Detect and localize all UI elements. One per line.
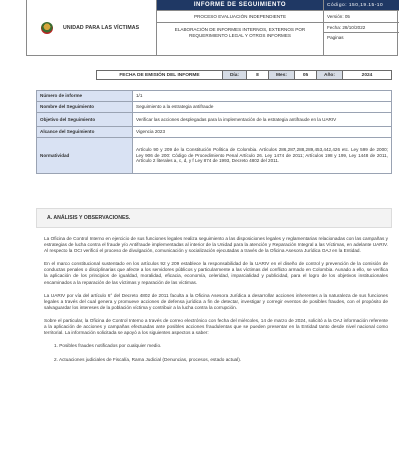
paragraph: Sobre el particular, la Oficina de Control Interno a través de correo electrónico con fecha del miércoles, 14 de marzo de 2024, solicitó a la OAJ información referente a la aplicación de acciones y campañas efectuadas ante posibles acciones fraudulentas que se pueden presentar en la Entidad tanto desde nivel nacional como territorial. La información solicitada se apoyó a los siguientes aspectos a saber:: [44, 317, 388, 336]
issue-date-label: FECHA DE EMISIÓN DEL INFORME: [97, 71, 223, 79]
doc-date: Fecha: 28/10/2022: [324, 22, 399, 32]
paragraph: La UARIV por vía del artículo 6° del Decreto 4802 de 2011 faculta a la Oficina Asesora Jurídica a desarrollar acciones inherentes a la naturaleza de sus funciones legales a través del cual genera y promueve acciones de defensa jurídica a fin de detectar, investigar y corregir eventos de posibles fraudes, con el propósito de salvaguardar los intereses de la población víctima y contribuir a la lucha contra la corrupción.: [44, 292, 388, 310]
process-name: PROCESO EVALUACIÓN INDEPENDIENTE: [157, 10, 323, 22]
month-label: Mes:: [269, 71, 295, 79]
document-body: [44, 236, 388, 371]
report-type-band: INFORME DE SEGUIMIENTO: [157, 0, 323, 10]
list-item: 2. Actuaciones judiciales de Fiscalía, Rama Judicial (Denuncias, procesos, estado actual).: [54, 357, 242, 363]
header-right-column: [323, 0, 399, 56]
document-header: [26, 0, 398, 56]
doc-version: Versión: 05: [324, 10, 399, 22]
paragraph: En el marco constitucional sustentado en los artículos 92 y 209 establece la responsabilidad de la UARIV en el diseño de control y prevención de la comisión de conductas penales o disciplinarias que afecte a los servidores públicos y particularmente a las víctimas del conflicto armado en Colombia. Aunado a ello, se verifica la aplicación de los principios de igualdad, moralidad, eficacia, economía, celeridad, imparcialidad y publicidad, para el logro de los objetivos institucionales encaminados a la reparación de las víctimas y reparación de las víctimas.: [44, 261, 388, 285]
doc-code: Código: 150,19.15-10: [324, 0, 399, 10]
row-value: Seguimiento a la estrategia antifraude: [133, 102, 392, 113]
section-heading: A. ANÁLISIS Y OBSERVACIONES.: [36, 208, 392, 228]
row-value: Verificar las acciones desplegadas para la implementación de la estrategia antifraude en la UARIV: [133, 113, 392, 127]
org-name: UNIDAD PARA LAS VÍCTIMAS: [63, 25, 140, 31]
header-middle-column: [157, 0, 323, 56]
table-row: [37, 102, 392, 113]
coat-of-arms-icon: [41, 22, 53, 34]
row-label: Objetivo del Seguimiento: [37, 113, 133, 127]
row-label: Número de informe: [37, 91, 133, 102]
issue-date-row: [96, 70, 392, 80]
day-value: 8: [247, 71, 269, 79]
list-item: 1. Posibles fraudes notificados por cualquier medio.: [54, 343, 162, 349]
procedure-name: ELABORACIÓN DE INFORMES INTERNOS, EXTERNOS POR REQUERIMIENTO LEGAL Y OTROS INFORMES: [157, 22, 323, 42]
aspects-list: [44, 343, 388, 363]
row-label: Alcance del Seguimiento: [37, 127, 133, 138]
table-row: [37, 138, 392, 174]
year-label: Año:: [317, 71, 343, 79]
row-value: Artículo 90 y 209 de la Constitución Política de Colombia. Artículos 286,287,288,289,453,442,426 etc. Ley 599 de 2000; Ley 906 de 200: Código de Procedimiento Penal Artículo 26. Ley 1474 de 2011; Artículos 198 y 199, Ley 1448 de 2011, Artículo 2 literales a, c, d, y f Ley 874 de 1993, Decreto 4802 del 2011.: [133, 138, 392, 174]
row-value: Vigencia 2023: [133, 127, 392, 138]
paragraph: La Oficina de Control Interno en ejercicio de sus funciones legales realiza seguimiento a las disposiciones legales y reglamentarias relacionadas con las campañas y estrategias de lucha contra el fraude y/o Antifraude implementadas al interior de la Unidad para la atención y Reparación Integral a las Víctimas, en adelante UARIV. Al respecto la OCI verificó el proceso de divulgación, comunicación y socialización ejecutadas a través de la Oficina Asesora Jurídica OAJ en la Entidad.: [44, 236, 388, 254]
table-row: [37, 113, 392, 127]
row-label: Nombre del Seguimiento: [37, 102, 133, 113]
day-label: Día:: [223, 71, 247, 79]
row-label: Normatividad: [37, 138, 133, 174]
table-row: [37, 91, 392, 102]
doc-pages: Paginas: [324, 32, 399, 42]
year-value: 2024: [361, 72, 373, 78]
row-value: 1/1: [133, 91, 392, 102]
table-row: [37, 127, 392, 138]
logo-cell: [27, 0, 157, 56]
month-value: 05: [295, 71, 317, 79]
report-info-table: [36, 90, 392, 174]
